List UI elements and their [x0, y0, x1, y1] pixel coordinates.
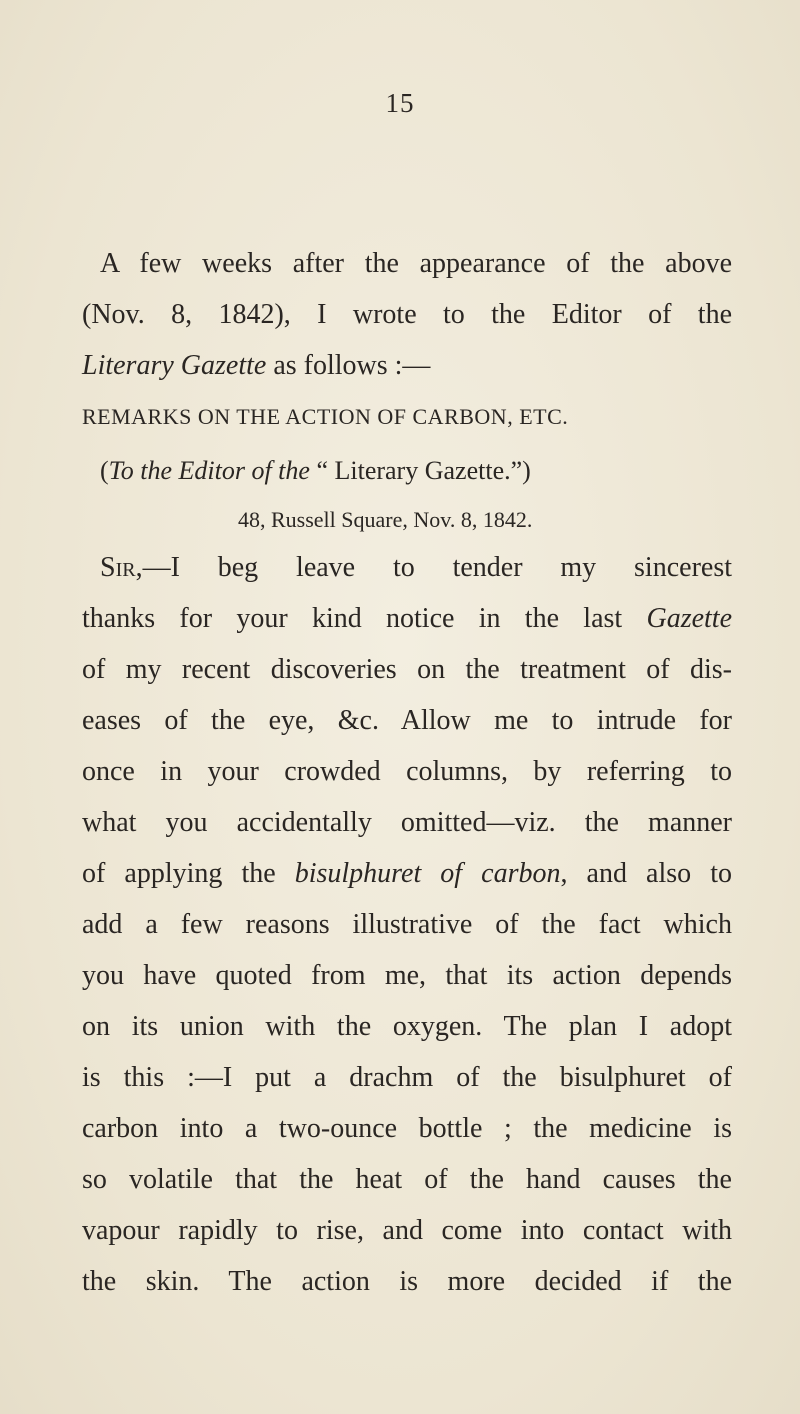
intro-line-2: (Nov. 8, 1842), I wrote to the Editor of the [82, 299, 732, 330]
letter-line-1-rest: ,—I beg leave to tender my sincerest [135, 552, 732, 583]
letter-line-7-italic: bisulphuret of carbon [294, 858, 561, 889]
letter-line-7-b: , and also to [560, 858, 732, 889]
letter-line-3: of my recent discoveries on the treatment of dis- [82, 654, 732, 685]
letter-line-5: once in your crowded columns, by referring to [82, 756, 732, 787]
letter-line-7-a: of applying the [82, 858, 295, 889]
letter-line-8: add a few reasons illustrative of the fact which [82, 909, 732, 940]
letter-address-date: 48, Russell Square, Nov. 8, 1842. [238, 507, 533, 532]
letter-line-11: is this :—I put a drachm of the bisulphuret of [82, 1062, 732, 1093]
letter-line-4: eases of the eye, &c. Allow me to intrude for [82, 705, 732, 736]
letter-line-15: the skin. The action is more decided if the [82, 1266, 732, 1297]
letter-line-12: carbon into a two-ounce bottle ; the medicine is [82, 1113, 732, 1144]
editor-italic: To the Editor of the [108, 456, 310, 485]
letter-line-2-a: thanks for your kind notice in the last [82, 603, 647, 634]
letter-line-1 [82, 542, 732, 593]
editor-address-line [82, 443, 732, 498]
editor-open-paren: ( [100, 456, 109, 485]
letter-line-7 [82, 848, 732, 899]
page-text [82, 238, 732, 1307]
salutation: Sir [100, 552, 136, 583]
gazette-title: Literary Gazette [82, 350, 267, 381]
letter-line-13: so volatile that the heat of the hand causes the [82, 1164, 732, 1195]
intro-line-1: A few weeks after the appearance of the above [100, 248, 732, 279]
intro-line-3 [82, 340, 732, 391]
letter-line-9: you have quoted from me, that its action depends [82, 960, 732, 991]
page-number: 15 [385, 88, 415, 118]
section-heading: REMARKS ON THE ACTION OF CARBON, ETC. [82, 404, 569, 429]
intro-line-3-rest: as follows :— [266, 350, 431, 381]
editor-rest: “ Literary Gazette.”) [309, 456, 531, 485]
letter-line-6: what you accidentally omitted—viz. the manner [82, 807, 732, 838]
letter-line-10: on its union with the oxygen. The plan I adopt [82, 1011, 732, 1042]
letter-line-2-italic: Gazette [646, 603, 732, 634]
letter-line-2 [82, 593, 732, 644]
letter-line-14: vapour rapidly to rise, and come into contact with [82, 1215, 732, 1246]
